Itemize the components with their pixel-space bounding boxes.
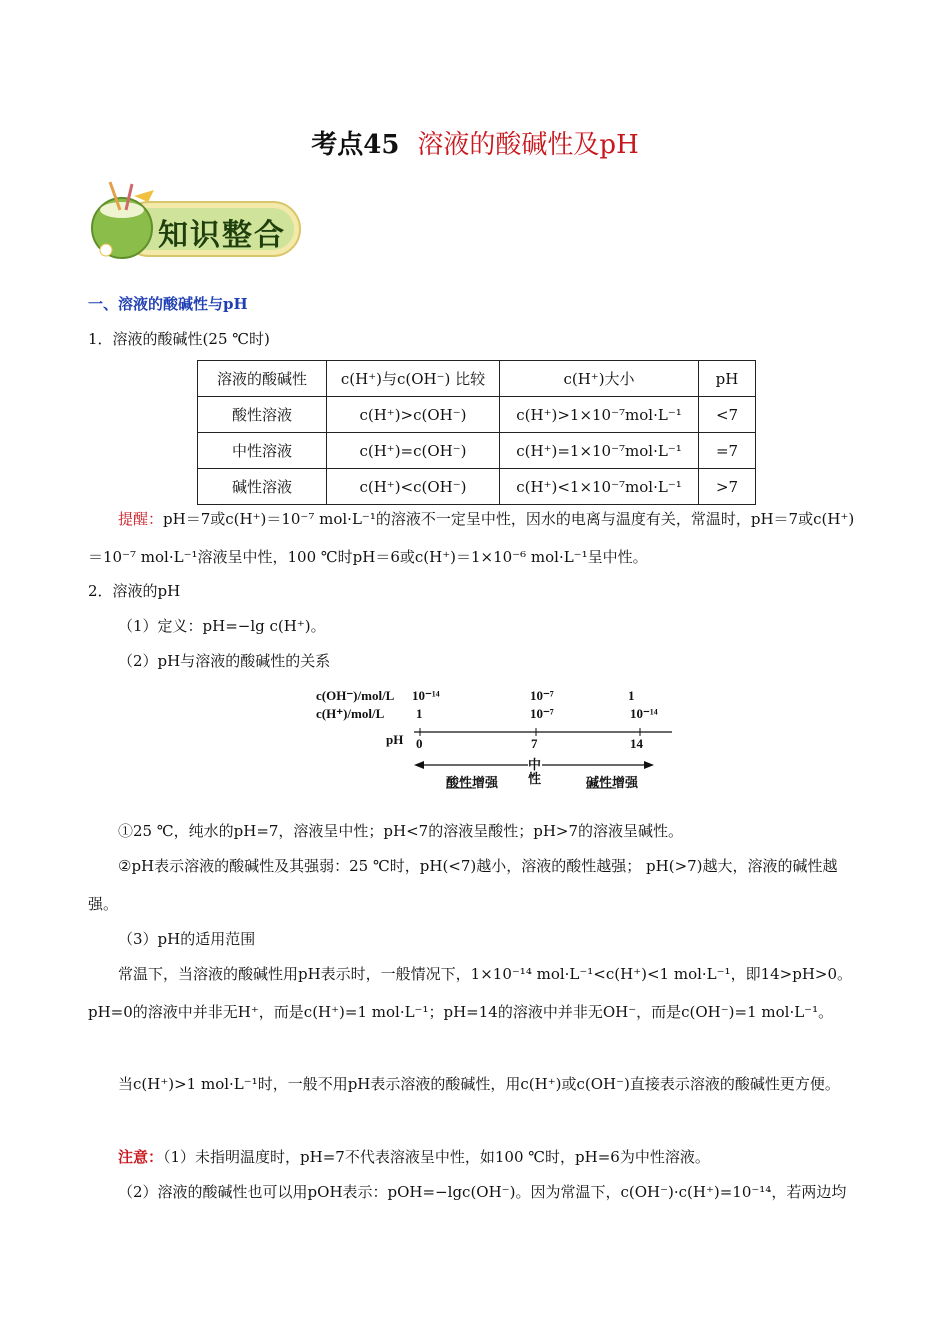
ph-value: 0 xyxy=(416,736,423,751)
table-cell: c(H⁺)<1×10⁻⁷mol·L⁻¹ xyxy=(500,469,699,505)
relation-heading: （2）pH与溶液的酸碱性的关系 xyxy=(118,652,331,670)
banner-label: 知识整合 xyxy=(158,218,286,253)
table-cell: c(H⁺)<c(OH⁻) xyxy=(327,469,500,505)
table-cell: c(H⁺)=1×10⁻⁷mol·L⁻¹ xyxy=(500,433,699,469)
ph-row-label: pH xyxy=(386,732,404,747)
note-text: （1）未指明温度时，pH=7不代表溶液呈中性，如100 ℃时，pH=6为中性溶液。 xyxy=(163,1148,710,1166)
table-cell: c(H⁺)>c(OH⁻) xyxy=(327,397,500,433)
table-cell: 酸性溶液 xyxy=(198,397,327,433)
title-number: 考点45 xyxy=(311,130,400,160)
paragraph-5: （2）溶液的酸碱性也可以用pOH表示：pOH=−lgc(OH⁻)。因为常温下，c(OH⁻)·c(H⁺)=10⁻¹⁴，若两边均 xyxy=(118,1183,847,1201)
table-header-cell: c(H⁺)大小 xyxy=(500,361,699,397)
h-value: 10⁻⁷ xyxy=(530,706,554,721)
table-cell: 碱性溶液 xyxy=(198,469,327,505)
oh-value: 1 xyxy=(628,688,635,703)
acid-label: 酸性增强 xyxy=(446,775,499,790)
table-row xyxy=(198,433,756,469)
title-topic: 溶液的酸碱性及pH xyxy=(417,130,639,160)
note-label: 注意： xyxy=(118,1148,164,1166)
ph-value: 7 xyxy=(531,736,538,751)
definition-line: （1）定义：pH=−lg c(H⁺)。 xyxy=(118,617,326,635)
note-paragraph xyxy=(88,1138,864,1176)
ph-value: 14 xyxy=(630,736,643,751)
base-label: 碱性增强 xyxy=(586,775,639,790)
oh-value: 10⁻⁷ xyxy=(530,688,554,703)
table-row xyxy=(198,397,756,433)
item1-label: 1．溶液的酸碱性(25 ℃时) xyxy=(88,330,270,348)
paragraph-3: 常温下，当溶液的酸碱性用pH表示时，一般情况下，1×10⁻¹⁴ mol·L⁻¹<c(H⁺)<1 mol·L⁻¹，即14>pH>0。pH=0的溶液中并非无H⁺，而是c(H⁺)=1 mol·L⁻¹；pH=14的溶液中并非无OH⁻，而是c(OH⁻)=1 mol·L⁻¹。 xyxy=(88,965,853,1021)
item2-label: 2．溶液的pH xyxy=(88,582,181,600)
table-cell: 中性溶液 xyxy=(198,433,327,469)
table-header-cell: c(H⁺)与c(OH⁻) 比较 xyxy=(327,361,500,397)
oh-value: 10⁻¹⁴ xyxy=(412,688,440,703)
reminder-paragraph xyxy=(88,500,864,576)
h-value: 1 xyxy=(416,706,423,721)
table-header-row xyxy=(198,361,756,397)
reminder-text: pH＝7或c(H⁺)＝10⁻⁷ mol·L⁻¹的溶液不一定呈中性，因水的电离与温度有关，常温时，pH＝7或c(H⁺)＝10⁻⁷ mol·L⁻¹溶液呈中性，100 ℃时pH＝6或c(H⁺)＝1×10⁻⁶ mol·L⁻¹呈中性。 xyxy=(88,510,855,566)
range-heading: （3）pH的适用范围 xyxy=(118,930,256,948)
knowledge-banner xyxy=(88,180,304,268)
table-cell: >7 xyxy=(699,469,756,505)
section-heading: 一、溶液的酸碱性与pH xyxy=(88,295,248,313)
paragraph-2: ②pH表示溶液的酸碱性及其强弱：25 ℃时，pH(<7)越小，溶液的酸性越强； pH(>7)越大，溶液的碱性越强。 xyxy=(88,857,838,913)
oh-row-label: c(OH⁻)/mol/L xyxy=(316,688,395,703)
table-header-cell: pH xyxy=(699,361,756,397)
paragraph-1: ①25 ℃，纯水的pH=7，溶液呈中性；pH<7的溶液呈酸性；pH>7的溶液呈碱性。 xyxy=(118,822,684,840)
table-cell: c(H⁺)=c(OH⁻) xyxy=(327,433,500,469)
page-title xyxy=(0,124,950,161)
paragraph-4: 当c(H⁺)>1 mol·L⁻¹时，一般不用pH表示溶液的酸碱性，用c(H⁺)或c(OH⁻)直接表示溶液的酸碱性更方便。 xyxy=(118,1075,840,1093)
neutral-label: 中性 xyxy=(528,757,542,786)
table-cell: <7 xyxy=(699,397,756,433)
table-cell: =7 xyxy=(699,433,756,469)
table-cell: c(H⁺)>1×10⁻⁷mol·L⁻¹ xyxy=(500,397,699,433)
h-row-label: c(H⁺)/mol/L xyxy=(316,706,385,721)
ph-scale-diagram xyxy=(310,688,680,798)
h-value: 10⁻¹⁴ xyxy=(630,706,658,721)
acidity-table xyxy=(197,360,756,505)
table-header-cell: 溶液的酸碱性 xyxy=(198,361,327,397)
reminder-label: 提醒： xyxy=(118,510,164,528)
